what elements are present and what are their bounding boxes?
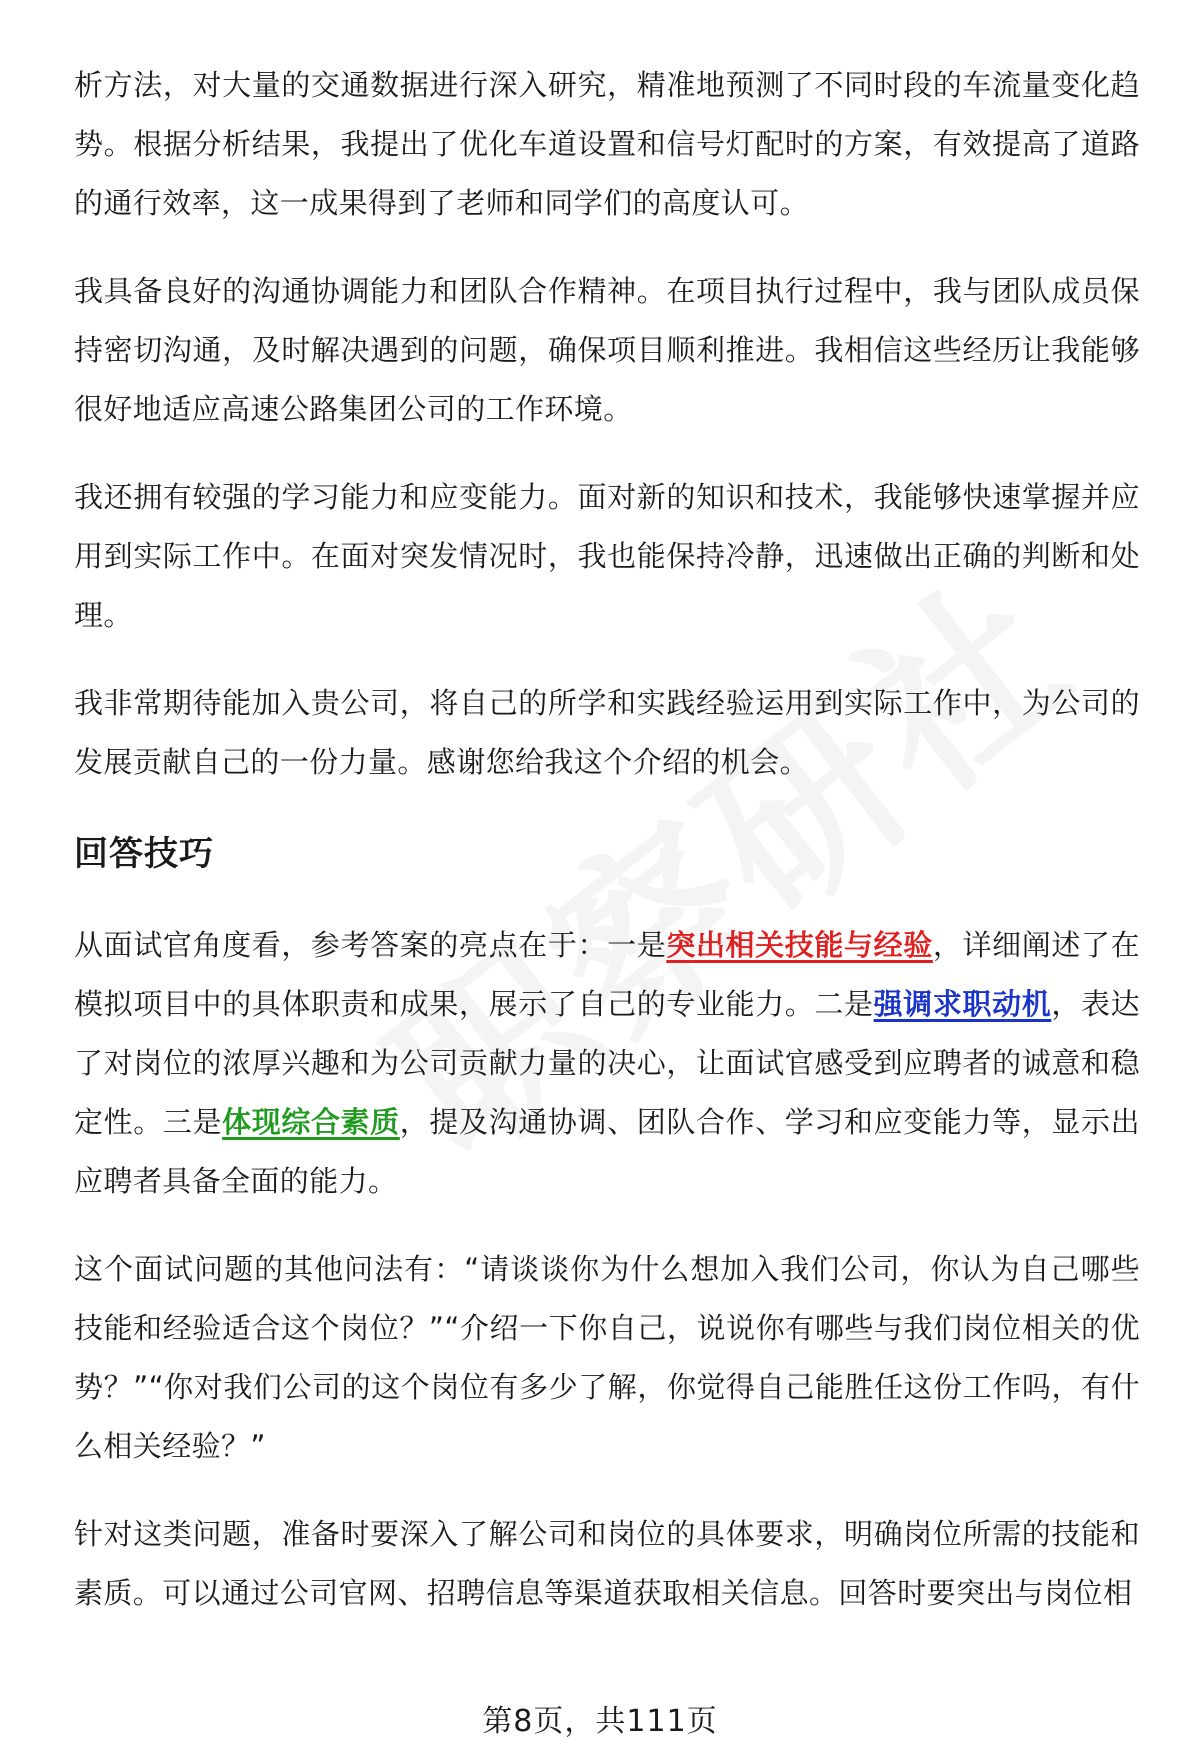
highlight-overall-quality: 体现综合素质 xyxy=(222,1105,400,1139)
tips-text-1: 从面试官角度看，参考答案的亮点在于：一是 xyxy=(74,928,667,962)
tips-text-2: ，详细阐述了在模拟项目中的具体职责和成果，展示了自己的专业能力。二是 xyxy=(74,928,1140,1021)
section-heading-answer-tips: 回答技巧 xyxy=(74,834,214,874)
paragraph-traffic-analysis: 析方法，对大量的交通数据进行深入研究，精准地预测了不同时段的车流量变化趋势。根据分析结果，我提出了优化车道设置和信号灯配时的方案，有效提高了道路的通行效率，这一成果得到了老师和同学们的高度认可。 xyxy=(74,68,1140,220)
highlight-skills-experience: 突出相关技能与经验 xyxy=(666,928,933,962)
paragraph-learning: 我还拥有较强的学习能力和应变能力。面对新的知识和技术，我能够快速掌握并应用到实际工作中。在面对突发情况时，我也能保持冷静，迅速做出正确的判断和处理。 xyxy=(74,480,1140,632)
page-footer: 第8页，共111页 xyxy=(482,1704,718,1739)
paragraph-preparation: 针对这类问题，准备时要深入了解公司和岗位的具体要求，明确岗位所需的技能和素质。可以通过公司官网、招聘信息等渠道获取相关信息。回答时要突出与岗位相 xyxy=(74,1517,1140,1610)
paragraph-alternative-questions: 这个面试问题的其他问法有：“请谈谈你为什么想加入我们公司，你认为自己哪些技能和经验适合这个岗位？”“介绍一下你自己，说说你有哪些与我们岗位相关的优势？”“你对我们公司的这个岗位有多少了解，你觉得自己能胜任这份工作吗，有什么相关经验？” xyxy=(74,1252,1140,1463)
tips-text-4: ，提及沟通协调、团队合作、学习和应变能力等，显示出应聘者具备全面的能力。 xyxy=(74,1105,1140,1198)
paragraph-communication: 我具备良好的沟通协调能力和团队合作精神。在项目执行过程中，我与团队成员保持密切沟通，及时解决遇到的问题，确保项目顺利推进。我相信这些经历让我能够很好地适应高速公路集团公司的工作环境。 xyxy=(74,274,1140,426)
paragraph-closing: 我非常期待能加入贵公司，将自己的所学和实践经验运用到实际工作中，为公司的发展贡献自己的一份力量。感谢您给我这个介绍的机会。 xyxy=(74,686,1140,779)
tips-text-3: ，表达了对岗位的浓厚兴趣和为公司贡献力量的决心，让面试官感受到应聘者的诚意和稳定性。三是 xyxy=(74,987,1140,1139)
document-page xyxy=(74,56,1140,1652)
paragraph-tips-highlights xyxy=(74,916,1140,1211)
highlight-job-motivation: 强调求职动机 xyxy=(873,987,1052,1021)
